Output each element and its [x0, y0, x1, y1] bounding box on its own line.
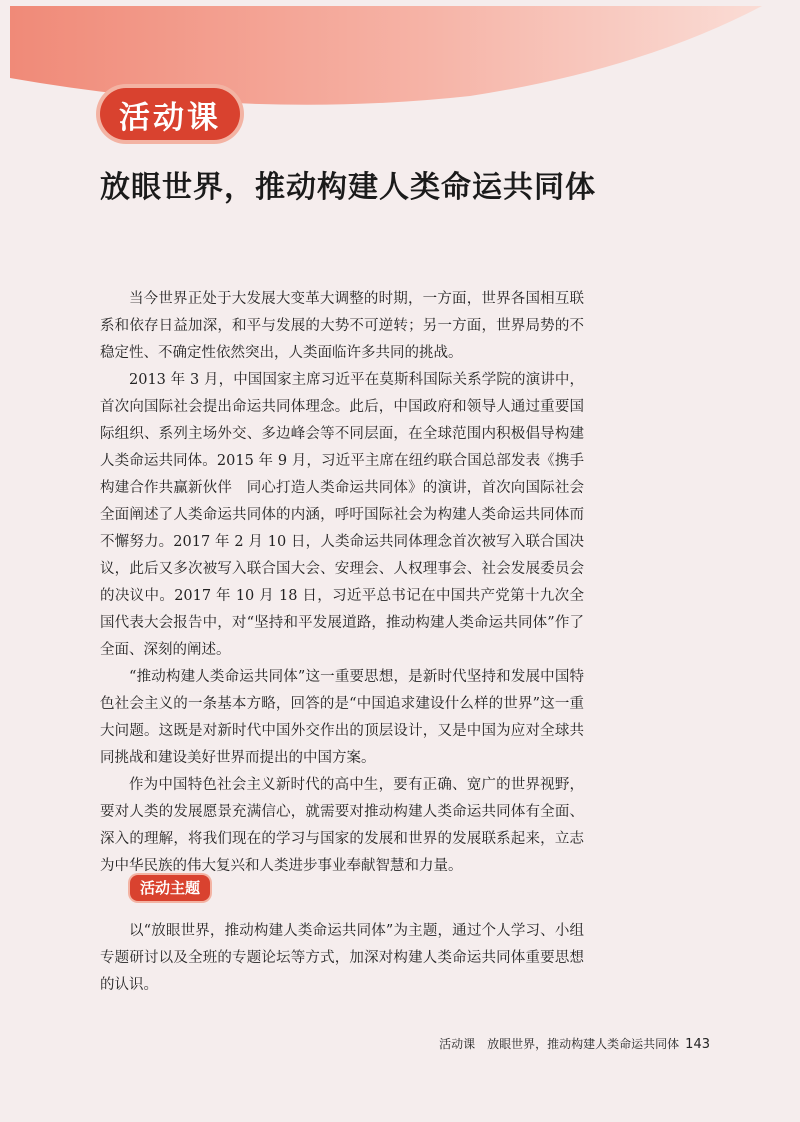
body-text: [100, 286, 584, 880]
paragraph: 作为中国特色社会主义新时代的高中生，要有正确、宽广的世界视野，要对人类的发展愿景充满信心，就需要对推动构建人类命运共同体有全面、深入的理解，将我们现在的学习与国家的发展和世界的发展联系起来，立志为中华民族的伟大复兴和人类进步事业奉献智慧和力量。: [100, 777, 584, 874]
paragraph: 当今世界正处于大发展大变革大调整的时期，一方面，世界各国相互联系和依存日益加深，和平与发展的大势不可逆转；另一方面，世界局势的不稳定性、不确定性依然突出，人类面临许多共同的挑战。: [100, 291, 584, 361]
page-footer: [439, 1035, 710, 1052]
page-title: 放眼世界，推动构建人类命运共同体: [100, 170, 596, 205]
paragraph: 2013 年 3 月，中国国家主席习近平在莫斯科国际关系学院的演讲中，首次向国际社会提出命运共同体理念。此后，中国政府和领导人通过重要国际组织、系列主场外交、多边峰会等不同层面，在全球范围内积极倡导构建人类命运共同体。2015 年 9 月，习近平主席在纽约联合国总部发表《携手构建合作共赢新伙伴 同心打造人类命运共同体》的演讲，首次向国际社会全面阐述了人类命运共同体的内涵，呼吁国际社会为构建人类命运共同体而不懈努力。2017 年 2 月 10 日，人类命运共同体理念首次被写入联合国决议，此后又多次被写入联合国大会、安理会、人权理事会、社会发展委员会的决议中。2017 年 10 月 18 日，习近平总书记在中国共产党第十九次全国代表大会报告中，对“坚持和平发展道路，推动构建人类命运共同体”作了全面、深刻的阐述。: [100, 372, 584, 658]
theme-paragraph: 以“放眼世界，推动构建人类命运共同体”为主题，通过个人学习、小组专题研讨以及全班的专题论坛等方式，加深对构建人类命运共同体重要思想的认识。: [100, 923, 584, 993]
paragraph: “推动构建人类命运共同体”这一重要思想，是新时代坚持和发展中国特色社会主义的一条基本方略，回答的是“中国追求建设什么样的世界”这一重大问题。这既是对新时代中国外交作出的顶层设计，又是中国为应对全球共同挑战和建设美好世界而提出的中国方案。: [100, 669, 584, 766]
activity-badge: [100, 88, 240, 140]
activity-badge-label: 活动课: [119, 99, 221, 136]
theme-section: [100, 918, 584, 999]
section-tag-theme: 活动主题: [130, 875, 210, 901]
running-head: 活动课 放眼世界，推动构建人类命运共同体: [439, 1037, 680, 1051]
page-number: 143: [685, 1037, 710, 1052]
